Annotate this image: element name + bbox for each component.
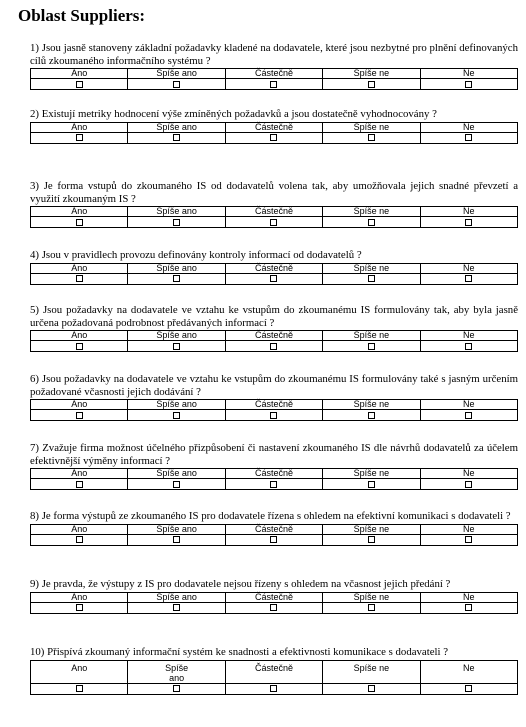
answer-checkbox-row bbox=[31, 410, 518, 421]
answer-label: Částečně bbox=[225, 331, 322, 341]
question-5 bbox=[30, 304, 518, 352]
answer-label: Ne bbox=[420, 69, 517, 79]
answer-checkbox[interactable] bbox=[270, 134, 277, 141]
answer-checkbox[interactable] bbox=[270, 219, 277, 226]
question-8 bbox=[30, 510, 518, 546]
answer-checkbox[interactable] bbox=[368, 134, 375, 141]
answer-table bbox=[30, 524, 518, 546]
answer-cell bbox=[420, 479, 517, 490]
answer-cell bbox=[323, 273, 420, 284]
answer-checkbox[interactable] bbox=[270, 481, 277, 488]
answer-checkbox[interactable] bbox=[76, 275, 83, 282]
answer-label: Ne bbox=[420, 400, 517, 410]
answer-label: Ano bbox=[31, 592, 128, 602]
answer-cell bbox=[420, 273, 517, 284]
answer-label: Ano bbox=[31, 263, 128, 273]
answer-checkbox[interactable] bbox=[173, 275, 180, 282]
question-2 bbox=[30, 108, 518, 144]
answer-checkbox[interactable] bbox=[368, 536, 375, 543]
answer-checkbox[interactable] bbox=[368, 412, 375, 419]
answer-label: Částečně bbox=[225, 400, 322, 410]
answer-checkbox[interactable] bbox=[76, 685, 83, 692]
answer-cell bbox=[420, 217, 517, 228]
answer-label: Částečně bbox=[225, 592, 322, 602]
answer-label: Spíše ne bbox=[323, 207, 420, 217]
answer-label: Ne bbox=[420, 660, 517, 683]
answer-label: Částečně bbox=[225, 469, 322, 479]
question-text: 5) Jsou požadavky na dodavatele ve vztahu ke vstupům do zkoumanému IS formulovány tak, aby byla jasně určena požadovaná podrobnost předávaných informací ? bbox=[30, 304, 518, 329]
answer-checkbox-row bbox=[31, 341, 518, 352]
answer-cell bbox=[225, 79, 322, 90]
answer-label: Spíše ano bbox=[128, 69, 225, 79]
answer-checkbox[interactable] bbox=[368, 604, 375, 611]
answer-checkbox-row bbox=[31, 683, 518, 694]
answer-checkbox[interactable] bbox=[465, 604, 472, 611]
answer-label: Ano bbox=[31, 69, 128, 79]
answer-label: Ne bbox=[420, 331, 517, 341]
answer-cell bbox=[31, 79, 128, 90]
answer-cell bbox=[31, 410, 128, 421]
answer-checkbox[interactable] bbox=[270, 275, 277, 282]
answer-label: Spíše ne bbox=[323, 592, 420, 602]
answer-label: Ne bbox=[420, 524, 517, 534]
answer-checkbox-row bbox=[31, 273, 518, 284]
answer-label: Spíše ano bbox=[128, 592, 225, 602]
answer-cell bbox=[128, 602, 225, 613]
answer-checkbox-row bbox=[31, 217, 518, 228]
answer-label: Spíše ano bbox=[128, 660, 225, 683]
question-4 bbox=[30, 249, 518, 285]
answer-table bbox=[30, 660, 518, 695]
answer-label: Spíše ano bbox=[128, 122, 225, 132]
answer-table bbox=[30, 68, 518, 90]
question-10 bbox=[30, 646, 518, 695]
answer-cell bbox=[31, 273, 128, 284]
answer-cell bbox=[225, 273, 322, 284]
answer-cell bbox=[225, 479, 322, 490]
answer-label: Spíše ne bbox=[323, 122, 420, 132]
answer-checkbox[interactable] bbox=[173, 604, 180, 611]
answer-cell bbox=[420, 79, 517, 90]
answer-cell bbox=[31, 479, 128, 490]
answer-checkbox[interactable] bbox=[270, 343, 277, 350]
answer-checkbox[interactable] bbox=[368, 219, 375, 226]
answer-checkbox[interactable] bbox=[76, 343, 83, 350]
answer-cell bbox=[323, 132, 420, 143]
answer-checkbox[interactable] bbox=[270, 604, 277, 611]
answer-cell bbox=[128, 410, 225, 421]
answer-checkbox[interactable] bbox=[76, 536, 83, 543]
answer-header-row bbox=[31, 263, 518, 273]
answer-label: Spíše ano bbox=[128, 469, 225, 479]
answer-cell bbox=[225, 132, 322, 143]
answer-table bbox=[30, 399, 518, 421]
answer-checkbox[interactable] bbox=[76, 604, 83, 611]
answer-label: Ne bbox=[420, 263, 517, 273]
question-9 bbox=[30, 578, 518, 614]
answer-cell bbox=[323, 534, 420, 545]
answer-cell bbox=[31, 534, 128, 545]
answer-cell bbox=[225, 602, 322, 613]
answer-cell bbox=[323, 602, 420, 613]
answer-header-row bbox=[31, 69, 518, 79]
answer-table bbox=[30, 122, 518, 144]
answer-checkbox[interactable] bbox=[270, 685, 277, 692]
answer-label: Částečně bbox=[225, 69, 322, 79]
answer-checkbox[interactable] bbox=[173, 81, 180, 88]
answer-checkbox[interactable] bbox=[368, 275, 375, 282]
answer-table bbox=[30, 263, 518, 285]
answer-cell bbox=[31, 132, 128, 143]
answer-cell bbox=[323, 683, 420, 694]
answer-checkbox[interactable] bbox=[368, 685, 375, 692]
answer-label: Ne bbox=[420, 122, 517, 132]
answer-cell bbox=[323, 79, 420, 90]
question-text: 7) Zvažuje firma možnost účelného přizpůsobení či nastavení zkoumaného IS dle návrhů dodavatelů za účelem efektivnější výměny informací ? bbox=[30, 442, 518, 467]
answer-label: Spíše ne bbox=[323, 263, 420, 273]
answer-header-row bbox=[31, 660, 518, 683]
answer-checkbox[interactable] bbox=[465, 81, 472, 88]
answer-label: Spíše ano bbox=[128, 524, 225, 534]
answer-checkbox[interactable] bbox=[173, 536, 180, 543]
answer-checkbox[interactable] bbox=[368, 81, 375, 88]
answer-label: Ne bbox=[420, 592, 517, 602]
answer-label: Spíše ano bbox=[128, 263, 225, 273]
answer-cell bbox=[420, 341, 517, 352]
answer-label: Ano bbox=[31, 122, 128, 132]
answer-cell bbox=[420, 132, 517, 143]
answer-checkbox[interactable] bbox=[173, 343, 180, 350]
question-1 bbox=[30, 42, 518, 90]
answer-checkbox[interactable] bbox=[270, 536, 277, 543]
question-6 bbox=[30, 373, 518, 421]
answer-cell bbox=[420, 683, 517, 694]
answer-cell bbox=[31, 602, 128, 613]
question-text: 8) Je forma výstupů ze zkoumaného IS pro dodavatele řízena s ohledem na efektivní komunikaci s dodavateli ? bbox=[30, 510, 511, 522]
answer-cell bbox=[420, 534, 517, 545]
answer-label: Ano bbox=[31, 524, 128, 534]
answer-label: Spíše ne bbox=[323, 469, 420, 479]
question-text: 2) Existují metriky hodnocení výše zmíněných požadavků a jsou dostatečně vyhodnocovány ? bbox=[30, 108, 437, 120]
answer-checkbox[interactable] bbox=[465, 134, 472, 141]
answer-cell bbox=[323, 217, 420, 228]
answer-table bbox=[30, 468, 518, 490]
answer-label: Spíše ano bbox=[128, 400, 225, 410]
answer-cell bbox=[323, 341, 420, 352]
answer-table bbox=[30, 206, 518, 228]
answer-cell bbox=[128, 79, 225, 90]
answer-label: Ano bbox=[31, 660, 128, 683]
answer-label: Částečně bbox=[225, 524, 322, 534]
answer-cell bbox=[31, 217, 128, 228]
answer-label: Spíše ne bbox=[323, 331, 420, 341]
answer-header-row bbox=[31, 592, 518, 602]
answer-checkbox[interactable] bbox=[368, 343, 375, 350]
question-7 bbox=[30, 442, 518, 490]
answer-checkbox[interactable] bbox=[76, 219, 83, 226]
answer-checkbox-row bbox=[31, 132, 518, 143]
answer-cell bbox=[31, 683, 128, 694]
answer-cell bbox=[128, 341, 225, 352]
answer-cell bbox=[31, 341, 128, 352]
answer-label: Ano bbox=[31, 207, 128, 217]
answer-cell bbox=[225, 534, 322, 545]
answer-checkbox-row bbox=[31, 479, 518, 490]
answer-table bbox=[30, 330, 518, 352]
question-text: 1) Jsou jasně stanoveny základní požadavky kladené na dodavatele, které jsou nezbytné pro plnění definovaných cílů zkoumaného informačního systému ? bbox=[30, 42, 518, 67]
answer-cell bbox=[128, 479, 225, 490]
answer-checkbox-row bbox=[31, 79, 518, 90]
answer-checkbox[interactable] bbox=[270, 81, 277, 88]
answer-checkbox[interactable] bbox=[173, 481, 180, 488]
answer-cell bbox=[225, 683, 322, 694]
answer-checkbox[interactable] bbox=[76, 412, 83, 419]
answer-label: Ano bbox=[31, 400, 128, 410]
answer-cell bbox=[225, 410, 322, 421]
question-text: 4) Jsou v pravidlech provozu definovány kontroly informací od dodavatelů ? bbox=[30, 249, 362, 261]
answer-label: Ano bbox=[31, 331, 128, 341]
answer-cell bbox=[225, 217, 322, 228]
answer-label: Ano bbox=[31, 469, 128, 479]
answer-checkbox[interactable] bbox=[173, 219, 180, 226]
answer-cell bbox=[128, 534, 225, 545]
answer-header-row bbox=[31, 207, 518, 217]
answer-cell bbox=[225, 341, 322, 352]
answer-label: Ne bbox=[420, 469, 517, 479]
answer-label: Spíše ne bbox=[323, 69, 420, 79]
answer-label: Částečně bbox=[225, 263, 322, 273]
answer-checkbox[interactable] bbox=[368, 481, 375, 488]
answer-header-row bbox=[31, 122, 518, 132]
answer-cell bbox=[128, 273, 225, 284]
answer-checkbox[interactable] bbox=[173, 685, 180, 692]
answer-label: Částečně bbox=[225, 660, 322, 683]
answer-cell bbox=[420, 602, 517, 613]
answer-checkbox[interactable] bbox=[465, 536, 472, 543]
question-text: 9) Je pravda, že výstupy z IS pro dodavatele nejsou řízeny s ohledem na včasnost jejich předání ? bbox=[30, 578, 451, 590]
answer-checkbox[interactable] bbox=[76, 481, 83, 488]
answer-cell bbox=[323, 410, 420, 421]
answer-checkbox[interactable] bbox=[465, 343, 472, 350]
question-3 bbox=[30, 180, 518, 228]
answer-checkbox[interactable] bbox=[173, 134, 180, 141]
page-title: Oblast Suppliers: bbox=[18, 6, 146, 25]
answer-table bbox=[30, 592, 518, 614]
answer-label: Částečně bbox=[225, 207, 322, 217]
answer-checkbox[interactable] bbox=[465, 412, 472, 419]
answer-header-row bbox=[31, 469, 518, 479]
answer-checkbox[interactable] bbox=[465, 219, 472, 226]
answer-label: Částečně bbox=[225, 122, 322, 132]
question-text: 3) Je forma vstupů do zkoumaného IS od dodavatelů volena tak, aby umožňovala jejich snadné převzetí a využití zkoumaným IS ? bbox=[30, 180, 518, 205]
answer-label: Spíše ne bbox=[323, 400, 420, 410]
answer-cell bbox=[128, 132, 225, 143]
answer-checkbox[interactable] bbox=[173, 412, 180, 419]
answer-label: Spíše ne bbox=[323, 660, 420, 683]
answer-header-row bbox=[31, 524, 518, 534]
answer-label: Spíše ano bbox=[128, 207, 225, 217]
answer-label: Spíše ano bbox=[128, 331, 225, 341]
answer-checkbox-row bbox=[31, 602, 518, 613]
answer-checkbox[interactable] bbox=[76, 134, 83, 141]
question-text: 6) Jsou požadavky na dodavatele ve vztahu ke vstupům do zkoumanému IS formulovány také s jasným určením požadované včasnosti jejich dodávání ? bbox=[30, 373, 518, 398]
question-text: 10) Přispívá zkoumaný informační systém ke snadnosti a efektivnosti komunikace s dodavateli ? bbox=[30, 646, 448, 658]
answer-checkbox[interactable] bbox=[465, 685, 472, 692]
answer-cell bbox=[128, 683, 225, 694]
answer-label: Spíše ne bbox=[323, 524, 420, 534]
answer-checkbox[interactable] bbox=[465, 481, 472, 488]
answer-checkbox[interactable] bbox=[465, 275, 472, 282]
answer-checkbox[interactable] bbox=[76, 81, 83, 88]
answer-cell bbox=[323, 479, 420, 490]
answer-cell bbox=[420, 410, 517, 421]
answer-header-row bbox=[31, 400, 518, 410]
answer-header-row bbox=[31, 331, 518, 341]
answer-cell bbox=[128, 217, 225, 228]
answer-checkbox[interactable] bbox=[270, 412, 277, 419]
answer-label: Ne bbox=[420, 207, 517, 217]
answer-checkbox-row bbox=[31, 534, 518, 545]
